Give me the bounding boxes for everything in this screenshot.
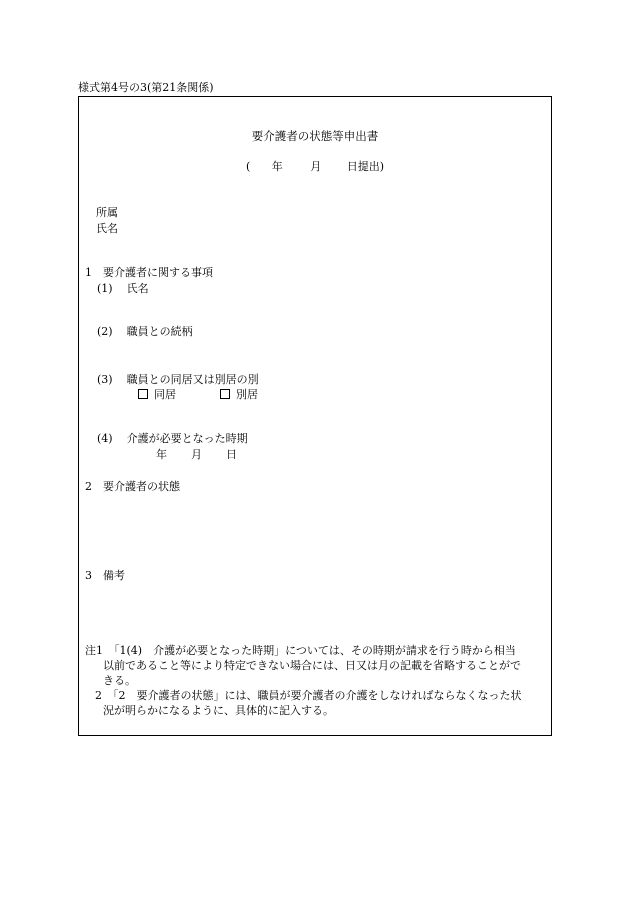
section-3-heading: 3 備考 (85, 569, 125, 582)
submission-date-line (0, 160, 630, 174)
item-label: 介護が必要となった時期 (126, 432, 248, 445)
date-open-paren: ( (245, 160, 251, 173)
item-number: (3) (97, 373, 113, 386)
applicant-name-label: 氏名 (96, 222, 118, 235)
separate-option-label: 別居 (236, 388, 258, 401)
separate-option[interactable] (220, 388, 258, 402)
note-1-line-2: 以前であること等により特定できない場合には、日又は月の記載を省略することがで (103, 659, 521, 672)
item-1-2 (97, 325, 193, 339)
checkbox-icon[interactable] (220, 389, 230, 399)
item-1-3 (97, 373, 259, 387)
form-frame (78, 96, 552, 736)
date-day-submitted-label: 日提出) (346, 160, 385, 173)
note-2-line-1: 2 「2 要介護者の状態」には、職員が要介護者の介護をしなければならなくなった状 (95, 689, 522, 702)
note-1-line-1: 注1 「1(4) 介護が必要となった時期」については、その時期が請求を行う時から相当 (85, 644, 516, 657)
item-number: (2) (97, 325, 113, 338)
date-month-label: 月 (310, 160, 322, 173)
cohabit-option-label: 同居 (154, 388, 176, 401)
note-1-line-3: きる。 (103, 674, 136, 687)
item-1-4 (97, 432, 248, 446)
form-title: 要介護者の状態等申出書 (251, 129, 379, 143)
item-label: 職員との同居又は別居の別 (126, 373, 259, 386)
care-start-day-label: 日 (226, 448, 237, 461)
care-start-year-label: 年 (156, 448, 167, 461)
date-year-label: 年 (271, 160, 283, 173)
care-start-month-label: 月 (191, 448, 202, 461)
item-label: 氏名 (126, 282, 149, 295)
note-2-line-2: 況が明らかになるように、具体的に記入する。 (103, 704, 334, 717)
section-2-heading: 2 要介護者の状態 (85, 480, 180, 493)
form-number-label: 様式第4号の3(第21条関係) (78, 81, 214, 94)
cohabit-option[interactable] (138, 388, 176, 402)
item-1-1 (97, 282, 149, 296)
checkbox-icon[interactable] (138, 389, 148, 399)
item-label: 職員との続柄 (126, 325, 193, 338)
affiliation-label: 所属 (96, 206, 118, 219)
section-1-heading: 1 要介護者に関する事項 (85, 266, 213, 279)
item-number: (4) (97, 432, 113, 445)
item-number: (1) (97, 282, 113, 295)
